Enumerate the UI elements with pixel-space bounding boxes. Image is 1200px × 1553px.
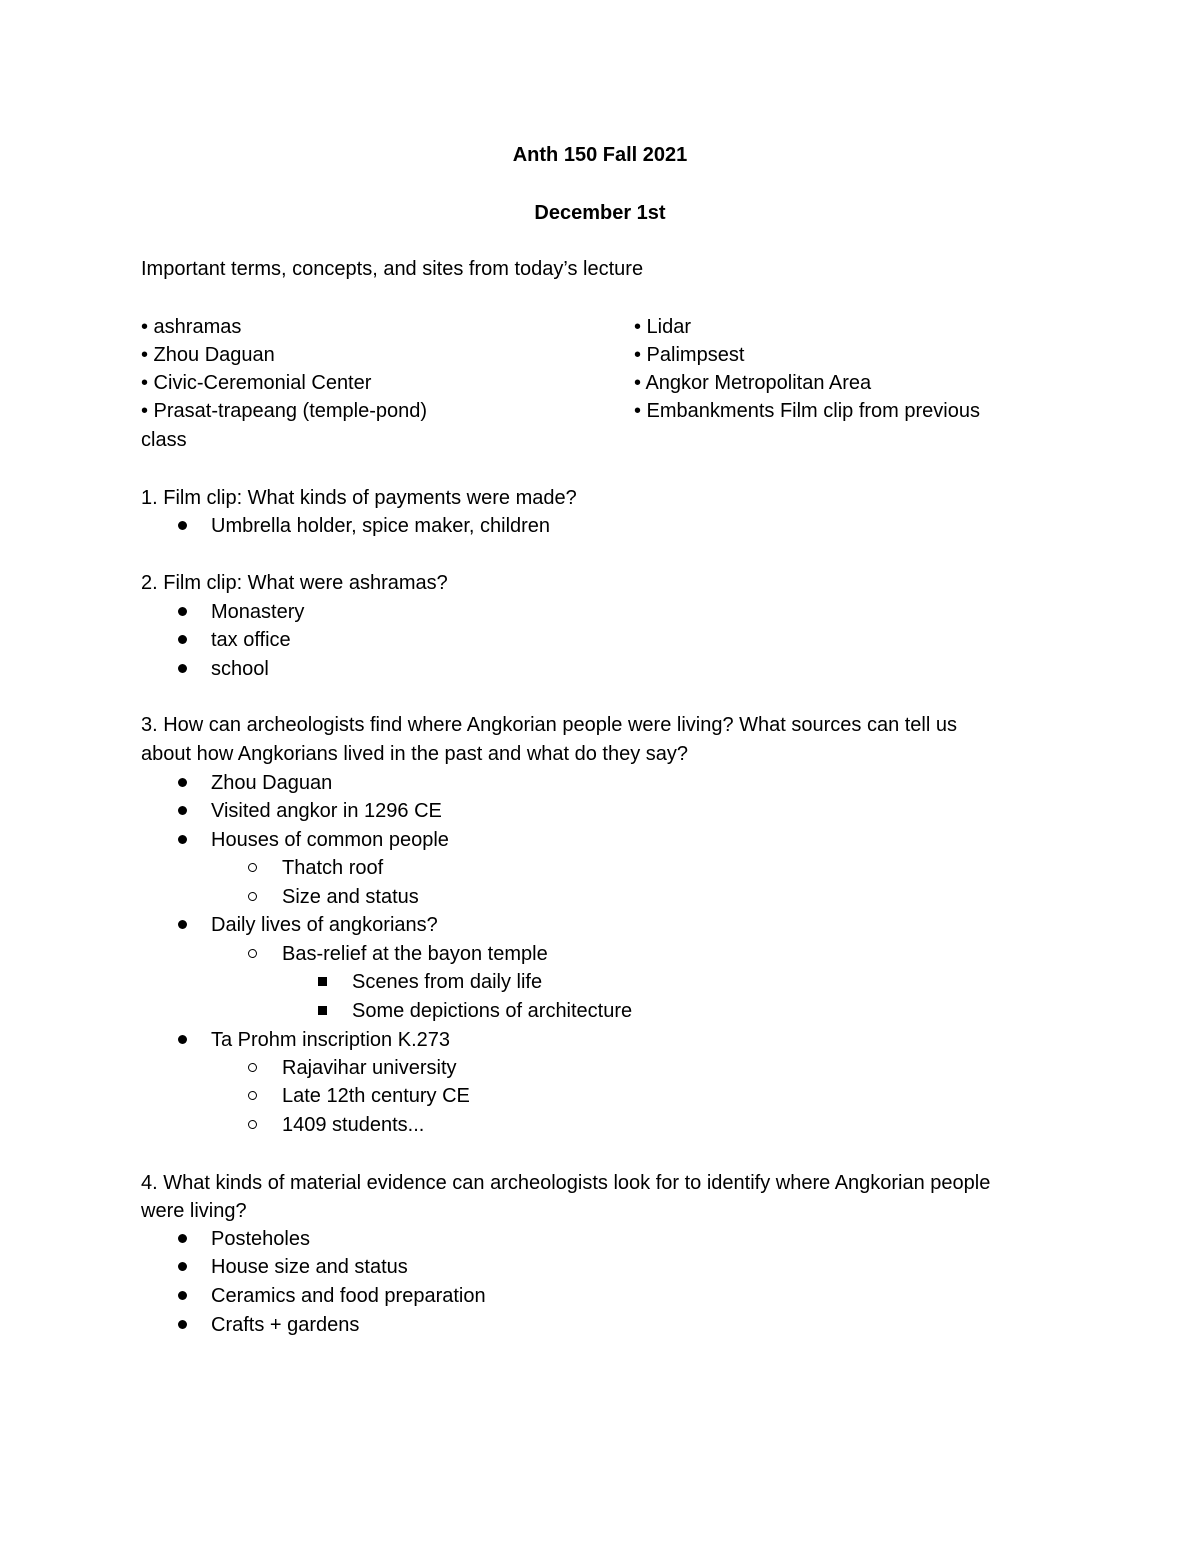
q3-subitem-4: Rajavihar university [282, 1057, 457, 1079]
question-2: 2. Film clip: What were ashramas? [141, 572, 448, 594]
term-right-4: • Embankments Film clip from previous [634, 400, 980, 422]
bullet-dot-icon [178, 607, 187, 616]
term-left-2: • Zhou Daguan [141, 344, 275, 366]
bullet-dot-icon [178, 1234, 187, 1243]
question-3-line-1: 3. How can archeologists find where Angkorian people were living? What sources can tell us [141, 714, 957, 736]
q3-item-1: Zhou Daguan [211, 772, 333, 794]
bullet-circle-icon [248, 1091, 257, 1100]
document-title: Anth 150 Fall 2021 [512, 144, 688, 166]
q3-item-5: Ta Prohm inscription K.273 [211, 1029, 451, 1051]
bullet-circle-icon [248, 1120, 257, 1129]
bullet-dot-icon [178, 806, 187, 815]
bullet-dot-icon [178, 920, 187, 929]
question-1: 1. Film clip: What kinds of payments were made? [141, 487, 577, 509]
term-right-3: • Angkor Metropolitan Area [634, 372, 872, 394]
term-left-1: • ashramas [141, 316, 242, 338]
q3-item-3: Houses of common people [211, 829, 449, 851]
q3-subitem-6: 1409 students... [282, 1114, 425, 1136]
q3-item-2: Visited angkor in 1296 CE [211, 800, 442, 822]
bullet-dot-icon [178, 1291, 187, 1300]
q3-subitem-5: Late 12th century CE [282, 1085, 470, 1107]
q2-item-3: school [211, 658, 269, 680]
bullet-dot-icon [178, 778, 187, 787]
bullet-square-icon [318, 977, 327, 986]
q2-item-1: Monastery [211, 601, 305, 623]
bullet-dot-icon [178, 835, 187, 844]
q4-item-3: Ceramics and food preparation [211, 1285, 486, 1307]
bullet-dot-icon [178, 635, 187, 644]
bullet-square-icon [318, 1006, 327, 1015]
term-right-2: • Palimpsest [634, 344, 745, 366]
bullet-dot-icon [178, 521, 187, 530]
q3-subitem-2: Size and status [282, 886, 419, 908]
q3-item-4: Daily lives of angkorians? [211, 914, 438, 936]
question-4-line-2: were living? [141, 1200, 247, 1222]
q3-subitem-1: Thatch roof [282, 857, 384, 879]
q3-subitem-3: Bas-relief at the bayon temple [282, 943, 548, 965]
bullet-circle-icon [248, 1063, 257, 1072]
bullet-dot-icon [178, 1262, 187, 1271]
question-3-line-2: about how Angkorians lived in the past and what do they say? [141, 743, 689, 765]
question-4-line-1: 4. What kinds of material evidence can archeologists look for to identify where Angkorian people [141, 1172, 991, 1194]
bullet-dot-icon [178, 664, 187, 673]
term-left-4: • Prasat-trapeang (temple-pond) [141, 400, 428, 422]
intro-text: Important terms, concepts, and sites from today’s lecture [141, 258, 644, 280]
bullet-dot-icon [178, 1320, 187, 1329]
bullet-circle-icon [248, 892, 257, 901]
term-right-1: • Lidar [634, 316, 692, 338]
bullet-circle-icon [248, 949, 257, 958]
term-left-3: • Civic-Ceremonial Center [141, 372, 372, 394]
bullet-dot-icon [178, 1035, 187, 1044]
q1-item-1: Umbrella holder, spice maker, children [211, 515, 551, 537]
q4-item-2: House size and status [211, 1256, 408, 1278]
bullet-circle-icon [248, 863, 257, 872]
q3-subsubitem-2: Some depictions of architecture [352, 1000, 633, 1022]
q4-item-4: Crafts + gardens [211, 1314, 360, 1336]
q2-item-2: tax office [211, 629, 291, 651]
q3-subsubitem-1: Scenes from daily life [352, 971, 543, 993]
term-left-wrap: class [141, 429, 187, 451]
q4-item-1: Posteholes [211, 1228, 310, 1250]
document-date: December 1st [534, 202, 666, 224]
